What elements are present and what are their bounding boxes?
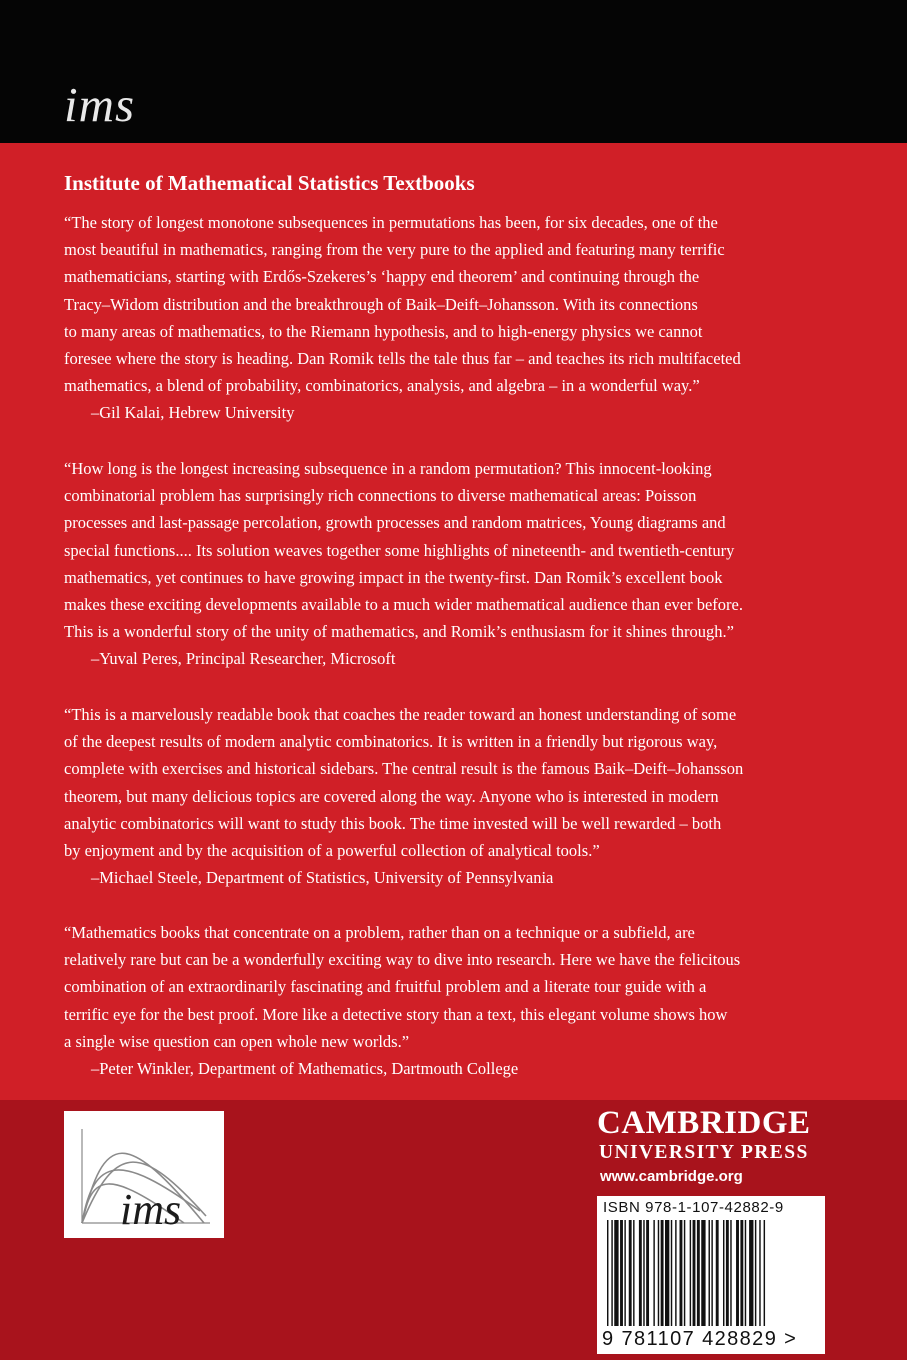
barcode-bar bbox=[716, 1220, 719, 1326]
series-title: Institute of Mathematical Statistics Textbooks bbox=[64, 171, 475, 195]
barcode-bar bbox=[658, 1220, 659, 1326]
quote-line: complete with exercises and historical sidebars. The central result is the famous Baik–Deift–Johansson bbox=[64, 759, 744, 779]
quote-line: “The story of longest monotone subsequences in permutations has been, for six decades, one of the bbox=[64, 213, 718, 232]
publisher-name: CAMBRIDGE bbox=[597, 1105, 811, 1141]
barcode-bar bbox=[675, 1220, 676, 1326]
quote-line: foresee where the story is heading. Dan Romik tells the tale thus far – and teaches its rich multifaceted bbox=[64, 349, 741, 369]
barcode-icon bbox=[607, 1220, 817, 1326]
quote-line: combinatorial problem has surprisingly rich connections to diverse mathematical areas: Poisson bbox=[64, 486, 697, 506]
quote-line: analytic combinatorics will want to study this book. The time invested will be well rewarded – both bbox=[64, 813, 722, 833]
quote-attribution: –Yuval Peres, Principal Researcher, Microsoft bbox=[91, 649, 396, 669]
ims-logo: ims bbox=[64, 77, 136, 132]
quote-line: relatively rare but can be a wonderfully exciting way to dive into research. Here we have the felicitous bbox=[64, 950, 741, 970]
ims-emblem bbox=[64, 1111, 224, 1238]
ims-emblem-text: ims bbox=[120, 1185, 182, 1234]
quote-text bbox=[64, 701, 844, 864]
quote-line: by enjoyment and by the acquisition of a powerful collection of analytical tools.” bbox=[64, 841, 600, 861]
ean-digits: 9 781107 428829 > bbox=[602, 1328, 798, 1350]
barcode-bar bbox=[740, 1220, 743, 1326]
barcode-bar bbox=[653, 1220, 654, 1326]
quote-line: Tracy–Widom distribution and the breakthrough of Baik–Deift–Johansson. With its connections bbox=[64, 294, 698, 314]
quote-line: of the deepest results of modern analytic combinatorics. It is written in a friendly but rigorous way, bbox=[64, 732, 718, 752]
quote-block bbox=[64, 209, 844, 427]
barcode-bar bbox=[755, 1220, 756, 1326]
quote-line: special functions.... Its solution weaves together some highlights of nineteenth- and twentieth-century bbox=[64, 540, 735, 560]
publisher-url: www.cambridge.org bbox=[600, 1168, 743, 1185]
quote-line: processes and last-passage percolation, growth processes and random matrices, Young diagrams and bbox=[64, 513, 726, 533]
barcode-bar bbox=[709, 1220, 710, 1326]
barcode-bar bbox=[711, 1220, 712, 1326]
quote-line: theorem, but many delicious topics are covered along the way. Anyone who is interested in modern bbox=[64, 786, 719, 806]
quote-line: “This is a marvelously readable book that coaches the reader toward an honest understanding of some bbox=[64, 705, 737, 724]
barcode-bar bbox=[730, 1220, 731, 1326]
barcode-bar bbox=[629, 1220, 632, 1326]
publisher-subtitle: UNIVERSITY PRESS bbox=[599, 1142, 809, 1163]
quote-block bbox=[64, 701, 844, 891]
barcode-bar bbox=[671, 1220, 672, 1326]
barcode-bar bbox=[624, 1220, 625, 1326]
barcode-bar bbox=[643, 1220, 644, 1326]
barcode-bar bbox=[680, 1220, 683, 1326]
barcode-bar bbox=[646, 1220, 649, 1326]
quote-attribution: –Michael Steele, Department of Statistics, University of Pennsylvania bbox=[91, 868, 554, 888]
quote-line: mathematics, yet continues to have growing impact in the twenty-first. Dan Romik’s excellent book bbox=[64, 567, 723, 587]
quote-text bbox=[64, 209, 844, 399]
isbn-label: ISBN 978-1-107-42882-9 bbox=[603, 1199, 784, 1216]
barcode-bar bbox=[614, 1220, 618, 1326]
quote-line: most beautiful in mathematics, ranging from the very pure to the applied and featuring many terrific bbox=[64, 240, 725, 260]
quote-line: This is a wonderful story of the unity of mathematics, and Romik’s enthusiasm for it shines through.” bbox=[64, 622, 734, 642]
barcode-bar bbox=[759, 1220, 760, 1326]
barcode-bar bbox=[633, 1220, 634, 1326]
barcode-bar bbox=[764, 1220, 765, 1326]
quote-attribution: –Peter Winkler, Department of Mathematics, Dartmouth College bbox=[91, 1059, 519, 1079]
barcode-bar bbox=[745, 1220, 746, 1326]
quote-block bbox=[64, 919, 844, 1082]
quote-attribution: –Gil Kalai, Hebrew University bbox=[91, 403, 295, 423]
barcode-bar bbox=[611, 1220, 612, 1326]
barcode-bar bbox=[749, 1220, 753, 1326]
quote-line: combination of an extraordinarily fascinating and fruitful problem and a literate tour guide with a bbox=[64, 977, 707, 997]
top-black-band bbox=[0, 0, 907, 143]
barcode-bar bbox=[736, 1220, 739, 1326]
quote-line: a single wise question can open whole new worlds.” bbox=[64, 1031, 410, 1051]
quote-line: makes these exciting developments available to a much wider mathematical audience than ever before. bbox=[64, 595, 743, 615]
barcode-box bbox=[597, 1196, 825, 1354]
barcode-bar bbox=[697, 1220, 700, 1326]
quote-line: “Mathematics books that concentrate on a problem, rather than on a technique or a subfield, are bbox=[64, 923, 695, 942]
barcode-bar bbox=[726, 1220, 729, 1326]
quote-line: to many areas of mathematics, to the Riemann hypothesis, and to high-energy physics we cannot bbox=[64, 321, 703, 341]
barcode-bar bbox=[665, 1220, 669, 1326]
barcode-bar bbox=[620, 1220, 623, 1326]
barcode-bar bbox=[607, 1220, 608, 1326]
barcode-bar bbox=[684, 1220, 685, 1326]
barcode-bar bbox=[701, 1220, 705, 1326]
quote-line: “How long is the longest increasing subsequence in a random permutation? This innocent-looking bbox=[64, 459, 712, 478]
barcode-bar bbox=[661, 1220, 664, 1326]
bottom-band bbox=[0, 1100, 907, 1360]
barcode-bar bbox=[639, 1220, 642, 1326]
quote-line: mathematicians, starting with Erdős-Szekeres’s ‘happy end theorem’ and continuing through the bbox=[64, 267, 700, 287]
quote-text bbox=[64, 455, 844, 645]
quote-line: terrific eye for the best proof. More like a detective story than a text, this elegant volume shows how bbox=[64, 1004, 728, 1024]
quote-block bbox=[64, 455, 844, 673]
quote-text bbox=[64, 919, 844, 1055]
barcode-bar bbox=[723, 1220, 724, 1326]
quote-line: mathematics, a blend of probability, combinatorics, analysis, and algebra – in a wonderful way.” bbox=[64, 376, 700, 396]
barcode-bar bbox=[693, 1220, 696, 1326]
barcode-bar bbox=[690, 1220, 691, 1326]
